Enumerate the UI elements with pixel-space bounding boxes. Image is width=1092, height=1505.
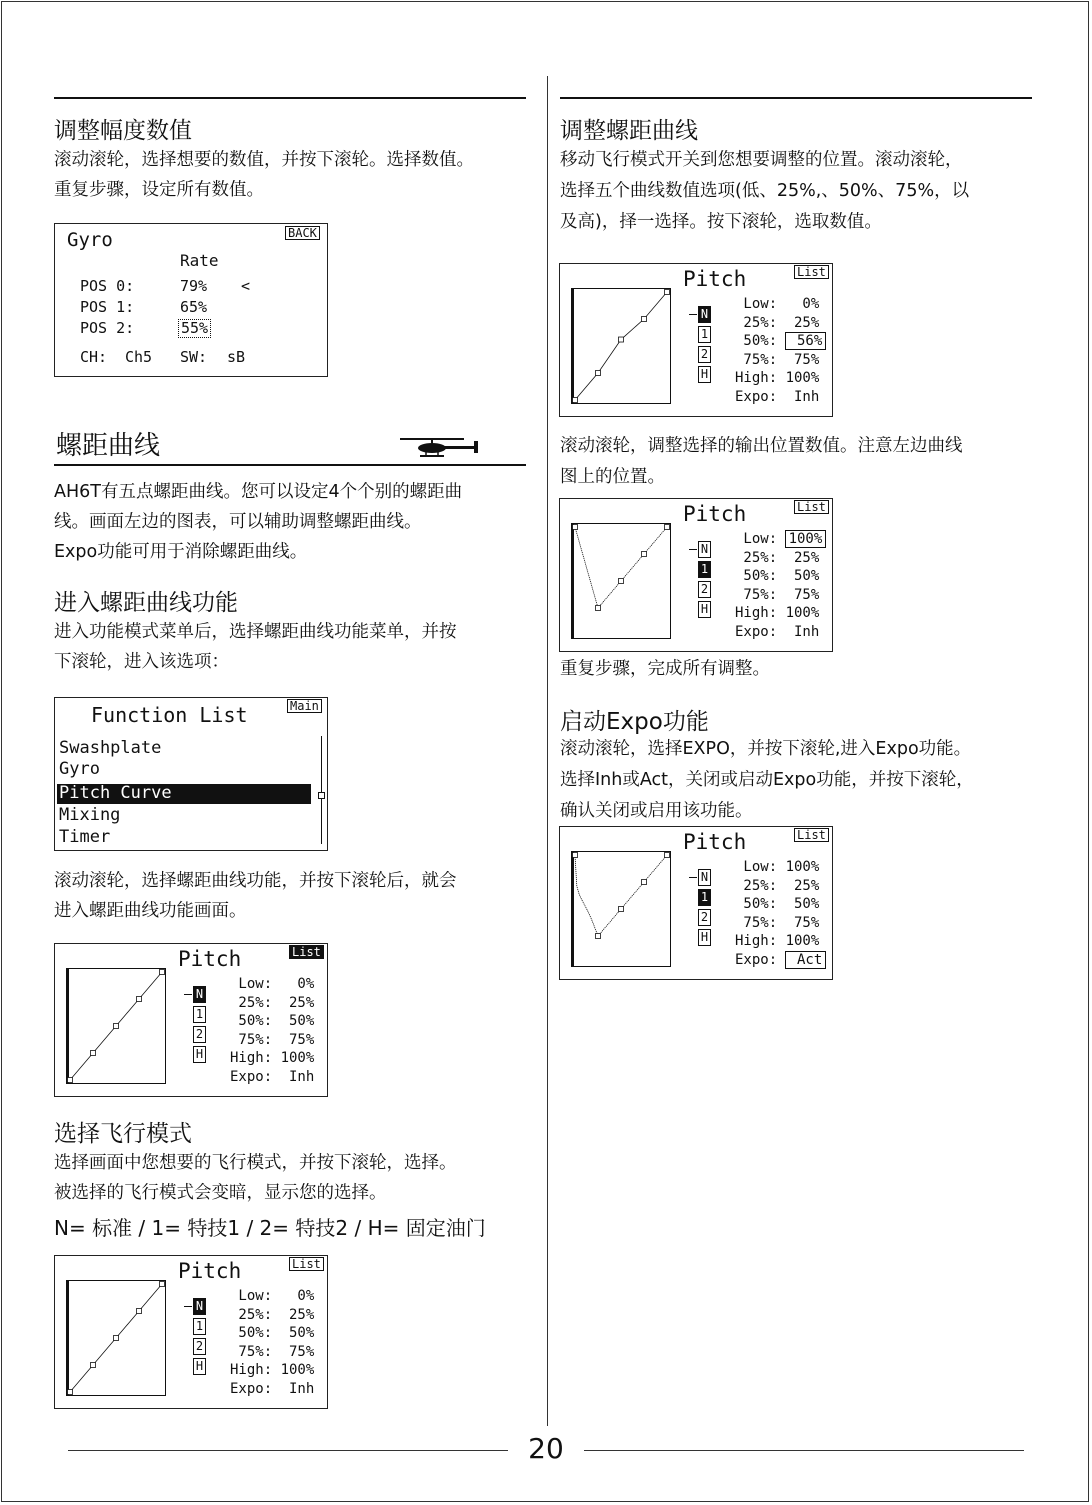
pitch-label: Low: bbox=[230, 976, 281, 992]
pitch-value[interactable]: 75% bbox=[280, 1031, 315, 1048]
section-rule bbox=[560, 97, 1032, 99]
section-rule bbox=[54, 464, 526, 466]
pitch-value-row[interactable] bbox=[735, 567, 825, 586]
flight-mode-2[interactable]: 2 bbox=[698, 581, 711, 598]
pitch-curve-graph bbox=[66, 1280, 166, 1396]
flight-mode-2[interactable]: 2 bbox=[193, 1026, 206, 1043]
pitch-value[interactable]: 100% bbox=[785, 370, 820, 386]
pitch-value-row[interactable] bbox=[735, 549, 825, 568]
column-header: Rate bbox=[180, 251, 219, 270]
pitch-curve-line bbox=[575, 292, 667, 400]
curve-point bbox=[665, 525, 670, 530]
function-list-screen bbox=[54, 697, 328, 851]
curve-point bbox=[68, 1078, 73, 1083]
flight-mode-selector[interactable] bbox=[193, 986, 206, 1066]
paragraph-line: Expo功能可用于消除螺距曲线。 bbox=[54, 542, 308, 562]
pitch-value[interactable]: 100% bbox=[785, 933, 820, 949]
pitch-value[interactable]: Act bbox=[786, 952, 826, 968]
paragraph-line: 确认关闭或启用该功能。 bbox=[560, 801, 753, 821]
pitch-label: Expo: bbox=[230, 1380, 281, 1397]
paragraph-line: 滚动滚轮，调整选择的输出位置数值。注意左边曲线 bbox=[560, 436, 963, 456]
curve-point bbox=[619, 337, 624, 342]
pitch-label: Expo: bbox=[735, 623, 786, 640]
row-value-selected[interactable]: 55% bbox=[178, 319, 211, 338]
paragraph-line: AH6T有五点螺距曲线。您可以设定4个个别的螺距曲 bbox=[54, 482, 463, 502]
pitch-value[interactable]: 100% bbox=[785, 859, 820, 875]
menu-item[interactable]: Gyro bbox=[59, 759, 100, 779]
screen-title: Pitch bbox=[683, 267, 747, 291]
screen-title: Pitch bbox=[683, 830, 747, 854]
pitch-label: 25%: bbox=[230, 994, 281, 1011]
pitch-value-row[interactable] bbox=[230, 975, 314, 994]
scrollbar[interactable] bbox=[321, 736, 322, 844]
curve-point bbox=[137, 1309, 142, 1314]
curve-point bbox=[642, 880, 647, 885]
heading-adjust-rate: 调整幅度数值 bbox=[54, 118, 192, 144]
paragraph-line: 线。画面左边的图表，可以辅助调整螺距曲线。 bbox=[54, 512, 422, 532]
flight-mode-2[interactable]: 2 bbox=[193, 1338, 206, 1355]
flight-mode-selector[interactable] bbox=[698, 541, 711, 621]
pitch-value-row[interactable] bbox=[230, 1306, 314, 1325]
menu-item-selected[interactable]: Pitch Curve bbox=[59, 783, 172, 803]
pitch-value-row[interactable] bbox=[735, 586, 825, 605]
pitch-value[interactable]: Inh bbox=[280, 1380, 315, 1397]
flight-mode-1[interactable]: 1 bbox=[698, 561, 711, 578]
row-label: POS 2: bbox=[80, 319, 135, 337]
curve-point bbox=[160, 970, 165, 975]
pitch-value-row[interactable] bbox=[230, 1068, 314, 1087]
curve-point bbox=[596, 934, 601, 939]
paragraph-line: 下滚轮，进入该选项： bbox=[54, 652, 229, 672]
back-button[interactable]: BACK bbox=[285, 226, 320, 240]
curve-point bbox=[642, 552, 647, 557]
pitch-value[interactable]: 100% bbox=[786, 531, 826, 547]
flight-mode-selector[interactable] bbox=[698, 869, 711, 949]
screen-title: Gyro bbox=[67, 229, 113, 251]
pitch-value-row[interactable] bbox=[230, 1343, 314, 1362]
paragraph-line: 被选择的飞行模式会变暗，显示您的选择。 bbox=[54, 1183, 387, 1203]
list-button[interactable]: List bbox=[289, 1257, 324, 1271]
pitch-value-row[interactable] bbox=[735, 858, 825, 877]
pitch-label: Low: bbox=[735, 296, 786, 312]
flight-mode-n[interactable]: N bbox=[193, 986, 206, 1003]
screen-title: Pitch bbox=[178, 1259, 242, 1283]
flight-mode-n[interactable]: N bbox=[698, 306, 711, 323]
flight-mode-selector[interactable] bbox=[698, 306, 711, 386]
pitch-value-row[interactable] bbox=[735, 295, 825, 314]
gyro-screen bbox=[54, 223, 328, 377]
row-value[interactable]: 79% bbox=[180, 277, 208, 295]
curve-point bbox=[114, 1024, 119, 1029]
pitch-value-row[interactable] bbox=[230, 1324, 314, 1343]
flight-mode-1[interactable]: 1 bbox=[193, 1318, 206, 1335]
pitch-value[interactable]: 100% bbox=[280, 1362, 315, 1378]
pitch-label: 50%: bbox=[735, 568, 786, 584]
pitch-label: 50%: bbox=[735, 896, 786, 912]
pitch-label: Low: bbox=[735, 859, 786, 875]
curve-point bbox=[573, 853, 578, 858]
pitch-value-row[interactable] bbox=[735, 332, 825, 351]
helicopter-icon bbox=[398, 435, 482, 459]
pitch-label: 25%: bbox=[735, 314, 786, 331]
screen-title: Function List bbox=[91, 703, 248, 727]
pitch-screen bbox=[559, 498, 833, 652]
pitch-value-row[interactable] bbox=[735, 932, 825, 951]
curve-point bbox=[619, 579, 624, 584]
flight-mode-h[interactable]: H bbox=[698, 366, 711, 383]
paragraph-line: 重复步骤，完成所有调整。 bbox=[560, 659, 770, 679]
curve-point bbox=[91, 1363, 96, 1368]
curve-point bbox=[91, 1051, 96, 1056]
curve-point bbox=[619, 907, 624, 912]
pitch-value[interactable]: 75% bbox=[280, 1343, 315, 1360]
pitch-value[interactable]: Inh bbox=[280, 1068, 315, 1085]
section-rule bbox=[54, 97, 526, 99]
pitch-values[interactable] bbox=[735, 530, 825, 641]
pitch-value[interactable]: 25% bbox=[785, 549, 820, 566]
flight-mode-n[interactable]: N bbox=[698, 869, 711, 886]
flight-mode-2[interactable]: 2 bbox=[698, 346, 711, 363]
pitch-value[interactable]: 25% bbox=[280, 1306, 315, 1323]
screen-title: Pitch bbox=[683, 502, 747, 526]
pitch-value-row[interactable] bbox=[230, 1287, 314, 1306]
pitch-value[interactable]: 50% bbox=[785, 568, 820, 584]
pitch-label: 50%: bbox=[735, 333, 786, 349]
pitch-values[interactable] bbox=[735, 295, 825, 406]
column-divider bbox=[547, 76, 548, 1426]
curve-point bbox=[665, 853, 670, 858]
screen-title: Pitch bbox=[178, 947, 242, 971]
list-button[interactable]: List bbox=[794, 828, 829, 842]
flight-mode-h[interactable]: H bbox=[193, 1358, 206, 1375]
pitch-value[interactable]: 0% bbox=[280, 1288, 315, 1304]
ch-value[interactable]: Ch5 bbox=[125, 348, 153, 366]
pitch-value-row[interactable] bbox=[735, 369, 825, 388]
pitch-value-row[interactable] bbox=[230, 994, 314, 1013]
menu-item[interactable]: Swashplate bbox=[59, 738, 162, 758]
heading-enter-pitch: 进入螺距曲线功能 bbox=[54, 590, 238, 616]
pitch-curve-graph bbox=[571, 851, 671, 967]
paragraph-line: 滚动滚轮，选择想要的数值，并按下滚轮。选择数值。 bbox=[54, 150, 474, 170]
flight-mode-h[interactable]: H bbox=[193, 1046, 206, 1063]
pitch-label: 25%: bbox=[230, 1306, 281, 1323]
pitch-values[interactable] bbox=[735, 858, 825, 969]
pitch-label: High: bbox=[735, 370, 786, 386]
curve-point bbox=[160, 1282, 165, 1287]
pitch-value[interactable]: 75% bbox=[785, 351, 820, 368]
pitch-label: High: bbox=[230, 1050, 281, 1066]
pitch-screen bbox=[559, 263, 833, 417]
pitch-curve-graph bbox=[66, 968, 166, 1084]
list-button[interactable]: List bbox=[794, 265, 829, 279]
row-value[interactable]: 65% bbox=[180, 298, 208, 316]
curve-point bbox=[665, 290, 670, 295]
curve-point bbox=[68, 1390, 73, 1395]
pitch-value-row[interactable] bbox=[230, 1031, 314, 1050]
pitch-label: Expo: bbox=[735, 951, 786, 968]
pitch-value[interactable]: 50% bbox=[280, 1325, 315, 1341]
row-label: POS 1: bbox=[80, 298, 135, 316]
pitch-value[interactable]: 25% bbox=[785, 314, 820, 331]
pitch-value-row[interactable] bbox=[735, 877, 825, 896]
cursor-marker: < bbox=[241, 277, 251, 295]
pitch-curve-line bbox=[575, 855, 667, 935]
row-label: POS 0: bbox=[80, 277, 135, 295]
paragraph-line: 选择画面中您想要的飞行模式，并按下滚轮，选择。 bbox=[54, 1153, 457, 1173]
pitch-value-row[interactable] bbox=[735, 951, 825, 970]
pitch-label: 50%: bbox=[230, 1325, 281, 1341]
pitch-label: Low: bbox=[230, 1288, 281, 1304]
paragraph-line: 及高)，择一选择。按下滚轮，选取数值。 bbox=[560, 212, 882, 232]
sw-label: SW: bbox=[180, 348, 208, 366]
pitch-value-row[interactable] bbox=[735, 314, 825, 333]
pitch-value[interactable]: 100% bbox=[785, 605, 820, 621]
pitch-value-row[interactable] bbox=[735, 351, 825, 370]
flight-mode-n[interactable]: N bbox=[193, 1298, 206, 1315]
paragraph-line: 选择五个曲线数值选项(低、25%,、50%、75%，以 bbox=[560, 181, 970, 201]
pitch-value[interactable]: 75% bbox=[785, 914, 820, 931]
pitch-screen bbox=[54, 1255, 328, 1409]
pitch-value[interactable]: 25% bbox=[785, 877, 820, 894]
pitch-value[interactable]: 0% bbox=[785, 296, 820, 312]
paragraph-line: 滚动滚轮，选择EXPO，并按下滚轮,进入Expo功能。 bbox=[560, 739, 972, 759]
pitch-value[interactable]: 100% bbox=[280, 1050, 315, 1066]
flight-mode-h[interactable]: H bbox=[698, 929, 711, 946]
pitch-value-row[interactable] bbox=[735, 895, 825, 914]
pitch-value[interactable]: Inh bbox=[785, 623, 820, 640]
curve-point bbox=[573, 525, 578, 530]
curve-point bbox=[137, 997, 142, 1002]
ch-label: CH: bbox=[80, 348, 108, 366]
list-button[interactable]: List bbox=[289, 945, 324, 959]
flight-mode-1[interactable]: 1 bbox=[193, 1006, 206, 1023]
paragraph-line: 选择Inh或Act，关闭或启动Expo功能，并按下滚轮， bbox=[560, 770, 974, 790]
pitch-label: High: bbox=[230, 1362, 281, 1378]
pitch-curve-line bbox=[575, 527, 667, 608]
paragraph-line: 滚动滚轮，选择螺距曲线功能，并按下滚轮后，就会 bbox=[54, 871, 457, 891]
paragraph-line: 进入功能模式菜单后，选择螺距曲线功能菜单，并按 bbox=[54, 622, 457, 642]
pitch-value-row[interactable] bbox=[735, 530, 825, 549]
pitch-label: High: bbox=[735, 933, 786, 949]
paragraph-line: 移动飞行模式开关到您想要调整的位置。滚动滚轮， bbox=[560, 150, 963, 170]
pitch-value-row[interactable] bbox=[735, 388, 825, 407]
pitch-label: Low: bbox=[735, 531, 786, 547]
curve-point bbox=[642, 317, 647, 322]
flight-mode-h[interactable]: H bbox=[698, 601, 711, 618]
pitch-curve-graph bbox=[571, 523, 671, 639]
pitch-value[interactable]: 50% bbox=[280, 1013, 315, 1029]
pitch-value-row[interactable] bbox=[735, 604, 825, 623]
paragraph-line: 重复步骤，设定所有数值。 bbox=[54, 180, 264, 200]
pitch-value[interactable]: 0% bbox=[280, 976, 315, 992]
menu-item[interactable]: Timer bbox=[59, 827, 111, 847]
pitch-value[interactable]: Inh bbox=[785, 388, 820, 405]
pitch-label: 75%: bbox=[230, 1031, 281, 1048]
pitch-label: High: bbox=[735, 605, 786, 621]
pitch-screen bbox=[559, 826, 833, 980]
curve-point bbox=[573, 398, 578, 403]
flight-mode-1[interactable]: 1 bbox=[698, 326, 711, 343]
pitch-label: Expo: bbox=[230, 1068, 281, 1085]
pitch-screen bbox=[54, 943, 328, 1097]
sw-value[interactable]: sB bbox=[227, 348, 246, 366]
flight-mode-1[interactable]: 1 bbox=[698, 889, 711, 906]
heading-pitch-curve: 螺距曲线 bbox=[56, 431, 161, 461]
pitch-value[interactable]: 75% bbox=[785, 586, 820, 603]
pitch-values[interactable] bbox=[230, 1287, 314, 1398]
pitch-values[interactable] bbox=[230, 975, 314, 1086]
flight-mode-2[interactable]: 2 bbox=[698, 909, 711, 926]
page-number: 20 bbox=[528, 1432, 564, 1465]
main-button[interactable]: Main bbox=[287, 699, 322, 713]
scrollbar-thumb[interactable] bbox=[318, 792, 325, 799]
pitch-label: 25%: bbox=[735, 549, 786, 566]
pitch-label: 75%: bbox=[735, 351, 786, 368]
pitch-value-row[interactable] bbox=[735, 914, 825, 933]
pitch-label: 75%: bbox=[230, 1343, 281, 1360]
flight-mode-n[interactable]: N bbox=[698, 541, 711, 558]
menu-item[interactable]: Mixing bbox=[59, 805, 121, 825]
pitch-label: 75%: bbox=[735, 914, 786, 931]
curve-point bbox=[596, 606, 601, 611]
pitch-value-row[interactable] bbox=[735, 623, 825, 642]
pitch-value-row[interactable] bbox=[230, 1380, 314, 1399]
mode-legend: N= 标准 / 1= 特技1 / 2= 特技2 / H= 固定油门 bbox=[54, 1216, 486, 1240]
pitch-value-row[interactable] bbox=[230, 1012, 314, 1031]
curve-point bbox=[596, 371, 601, 376]
pitch-value[interactable]: 56% bbox=[786, 333, 826, 349]
pitch-label: 75%: bbox=[735, 586, 786, 603]
pitch-value[interactable]: 50% bbox=[785, 896, 820, 912]
pitch-label: Expo: bbox=[735, 388, 786, 405]
paragraph-line: 进入螺距曲线功能画面。 bbox=[54, 901, 247, 921]
paragraph-line: 图上的位置。 bbox=[560, 467, 665, 487]
pitch-label: 50%: bbox=[230, 1013, 281, 1029]
heading-adjust-pitch-curve: 调整螺距曲线 bbox=[560, 118, 698, 144]
list-button[interactable]: List bbox=[794, 500, 829, 514]
pitch-value[interactable]: 25% bbox=[280, 994, 315, 1011]
pitch-value-row[interactable] bbox=[230, 1361, 314, 1380]
pitch-value-row[interactable] bbox=[230, 1049, 314, 1068]
heading-flight-mode: 选择飞行模式 bbox=[54, 1121, 192, 1147]
flight-mode-selector[interactable] bbox=[193, 1298, 206, 1378]
pitch-label: 25%: bbox=[735, 877, 786, 894]
heading-enable-expo: 启动Expo功能 bbox=[560, 709, 709, 735]
curve-point bbox=[114, 1336, 119, 1341]
pitch-curve-graph bbox=[571, 288, 671, 404]
